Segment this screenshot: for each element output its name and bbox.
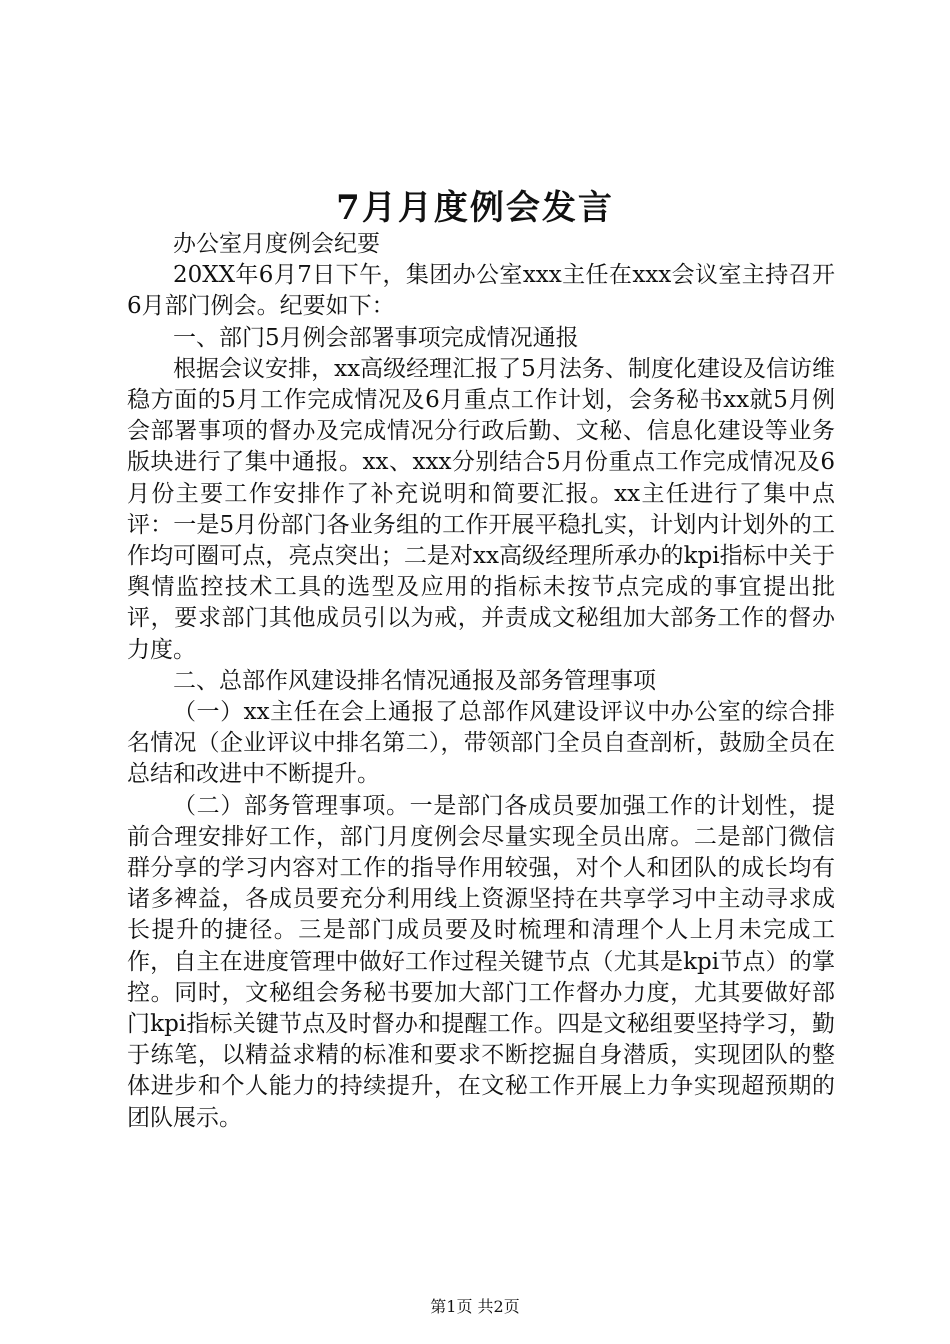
paragraph-intro: 20XX年6月7日下午，集团办公室xxx主任在xxx会议室主持召开6月部门例会。纪要如下： (127, 262, 835, 320)
document-title: 7月月度例会发言 (336, 188, 614, 228)
paragraph-section-1-body: 根据会议安排，xx高级经理汇报了5月法务、制度化建设及信访维稳方面的5月工作完成情况及6月重点工作计划，会务秘书xx就5月例会部署事项的督办及完成情况分行政后勤、文秘、信息化建设等业务版块进行了集中通报。xx、xxx分别结合5月份重点工作完成情况及6月份主要工作安排作了补充说明和简要汇报。xx主任进行了集中点评：一是5月份部门各业务组的工作开展平稳扎实，计划内计划外的工作均可圈可点，亮点突出；二是对xx高级经理所承办的kpi指标中关于舆情监控技术工具的选型及应用的指标未按节点完成的事宜提出批评，要求部门其他成员引以为戒，并责成文秘组加大部务工作的督办力度。 (127, 355, 835, 663)
section-heading-1: 一、部门5月例会部署事项完成情况通报 (173, 324, 579, 351)
document-body (127, 229, 835, 1134)
paragraph-section-2-item-2: （二）部务管理事项。一是部门各成员要加强工作的计划性，提前合理安排好工作，部门月度例会尽量实现全员出席。二是部门微信群分享的学习内容对工作的指导作用较强，对个人和团队的成长均有诸多裨益，各成员要充分利用线上资源坚持在共享学习中主动寻求成长提升的捷径。三是部门成员要及时梳理和清理个人上月未完成工作，自主在进度管理中做好工作过程关键节点（尤其是kpi节点）的掌控。同时，文秘组会务秘书要加大部门工作督办力度，尤其要做好部门kpi指标关键节点及时督办和提醒工作。四是文秘组要坚持学习，勤于练笔，以精益求精的标准和要求不断挖掘自身潜质，实现团队的整体进步和个人能力的持续提升，在文秘工作开展上力争实现超预期的团队展示。 (127, 792, 835, 1131)
page-footer: 第1页 共2页 (430, 1297, 520, 1316)
paragraph-section-2-item-1: （一）xx主任在会上通报了总部作风建设评议中办公室的综合排名情况（企业评议中排名第二），带领部门全员自查剖析，鼓励全员在总结和改进中不断提升。 (127, 699, 835, 788)
paragraph-heading-minutes: 办公室月度例会纪要 (173, 231, 380, 257)
section-heading-2: 二、总部作风建设排名情况通报及部务管理事项 (173, 667, 656, 694)
